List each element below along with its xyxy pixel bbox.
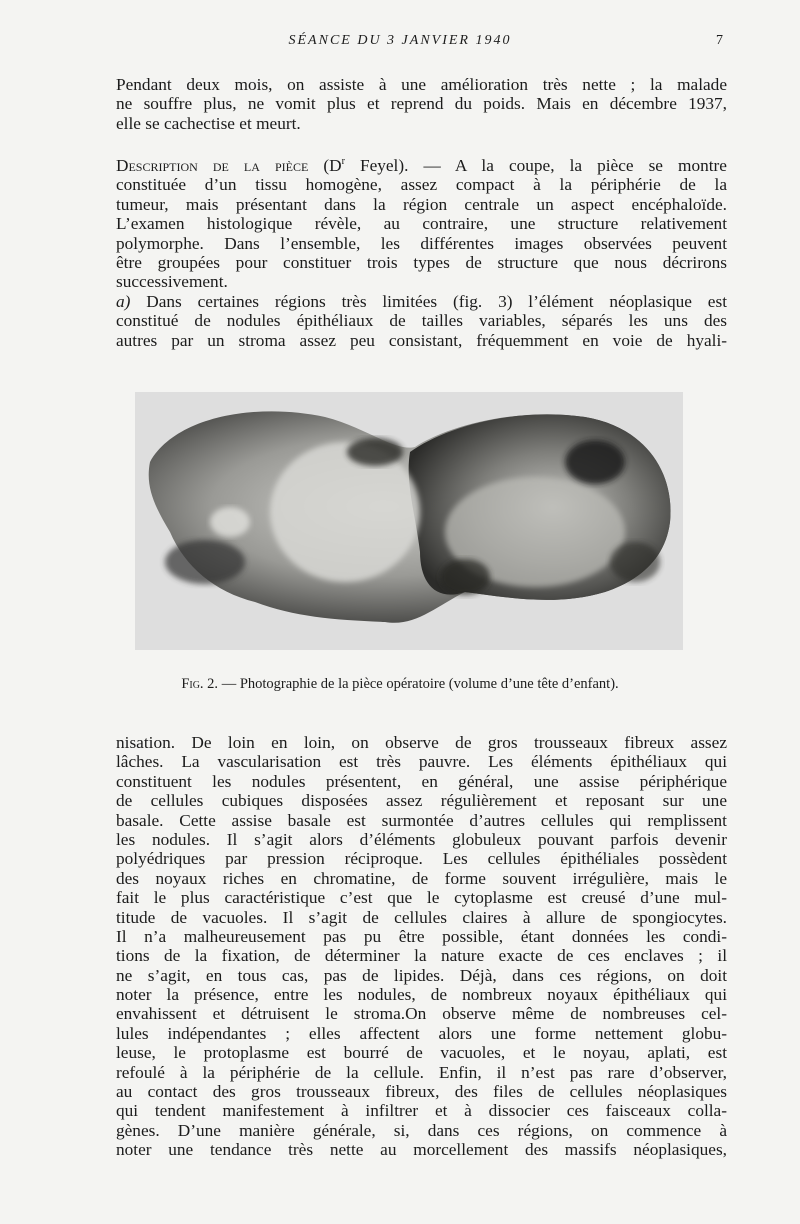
text-line: tions de la fixation, de déterminer la nature exacte de ces enclaves ; il [116,946,727,966]
paragraph-continuation [116,733,727,1160]
text-line: lules indépendantes ; elles affectent alors une forme nettement globu- [116,1023,727,1043]
text-line: polyédriques par pression réciproque. Les cellules épithéliales possèdent [116,849,727,869]
list-label: a) [116,291,131,311]
text-line: les nodules. Il s’agit alors d’éléments globuleux pouvant parfois devenir [116,829,727,849]
text-line: constituent les nodules présentent, en général, une assise périphérique [116,771,727,791]
text-line: gènes. D’une manière générale, si, dans ces régions, on commence à [116,1120,727,1140]
text-line: autres par un stroma assez peu consistant, fréquemment en voie de hyali- [116,330,727,350]
text-line: au contact des gros trousseaux fibreux, des files de cellules néoplasiques [116,1082,727,1102]
page-header [0,33,800,55]
paragraph-intro [116,75,727,133]
specimen-image [135,392,683,650]
text-line: elle se cachectise et meurt. [116,113,301,133]
specimen-photograph [135,392,683,650]
list-text: Dans certaines régions très limitées (fig. 3) l’élément néoplasique est [130,291,727,311]
text-line: noter une tendance très nette au morcellement des massifs néoplasiques, [116,1140,727,1160]
text-line: ne souffre plus, ne vomit plus et reprend du poids. Mais en décembre 1937, [116,94,727,114]
figure-caption [0,676,800,693]
text-line: être groupées pour constituer trois types de structure que nous décrirons [116,252,727,272]
text-line: L’examen histologique révèle, au contraire, une structure relativement [116,214,727,234]
text-line: polymorphe. Dans l’ensemble, les différentes images observées peuvent [116,233,727,253]
text-line: tumeur, mais présentant dans la région centrale un aspect encéphaloïde. [116,194,727,214]
section-heading: Description de la pièce [116,156,309,175]
text-line: constituée d’un tissu homogène, assez compact à la périphérie de la [116,175,727,195]
text-line: successivement. [116,272,228,292]
paragraph-description [116,156,727,350]
author-superscript: r [341,156,345,168]
text-line: Pendant deux mois, on assiste à une amélioration très nette ; la malade [116,75,727,94]
text-line: noter la présence, entre les nodules, de nombreux noyaux épithéliaux qui [116,985,727,1005]
text-line: refoulé à la périphérie de la cellule. Enfin, il n’est pas rare d’observer, [116,1062,727,1082]
text-line: ne s’agit, en tous cas, pas de lipides. Déjà, dans ces régions, on doit [116,965,727,985]
heading-continuation: — A la coupe, la pièce se montre [423,156,727,175]
author-prefix: (D [323,156,342,175]
text-line: constitué de nodules épithéliaux de tailles variables, séparés les uns des [116,311,727,331]
text-line [116,292,727,311]
page-number: 7 [716,33,725,48]
text-line: basale. Cette assise basale est surmontée d’autres cellules qui remplissent [116,810,727,830]
figure-label: Fig. 2. [181,676,219,692]
text-line: nisation. De loin en loin, on observe de gros trousseaux fibreux assez [116,733,727,752]
text-line: lâches. La vascularisation est très pauvre. Les éléments épithéliaux qui [116,752,727,772]
text-line: envahissent et détruisent le stroma.On observe même de nombreuses cel- [116,1004,727,1024]
text-line: leuse, le protoplasme est bourré de vacuoles, et le noyau, aplati, est [116,1043,727,1063]
text-line: titude de vacuoles. Il s’agit de cellules claires à allure de spongiocytes. [116,907,727,927]
running-title: SÉANCE DU 3 JANVIER 1940 [288,33,512,48]
text-line [116,156,727,175]
text-line: fait le plus caractéristique c’est que le cytoplasme est creusé d’une mul- [116,888,727,908]
figure-caption-text: — Photographie de la pièce opératoire (volume d’une tête d’enfant). [218,676,619,692]
text-line: qui tendent manifestement à infiltrer et à dissocier ces faisceaux colla- [116,1101,727,1121]
text-line: Il n’a malheureusement pas pu être possible, étant données les condi- [116,926,727,946]
text-line: des noyaux riches en chromatine, de forme souvent irrégulière, mais le [116,868,727,888]
author-name: Feyel). [344,156,409,175]
text-line: de cellules cubiques disposées assez régulièrement et reposant sur une [116,791,727,811]
